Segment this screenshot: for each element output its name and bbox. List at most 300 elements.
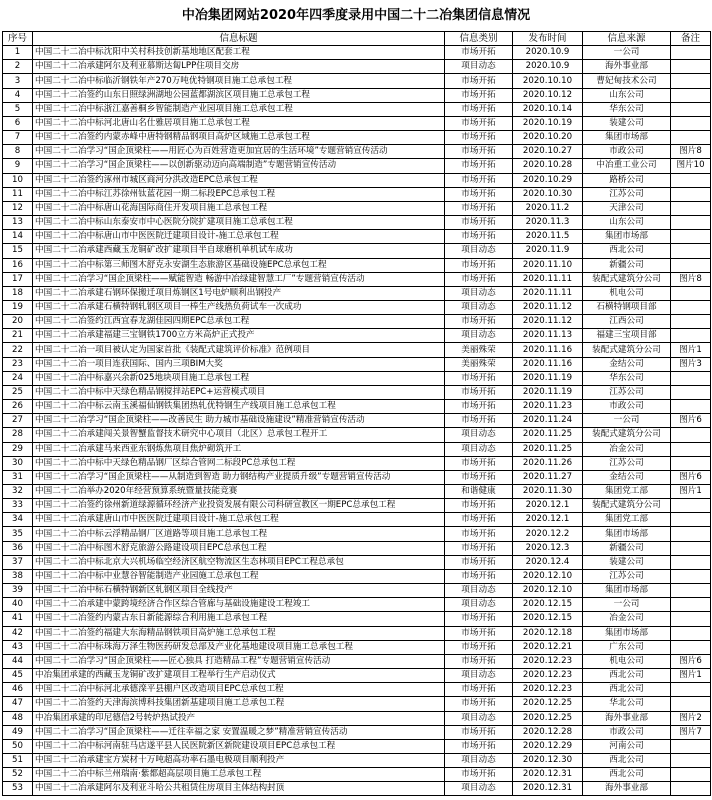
table-row [3,187,711,201]
cell-type: 市场开拓 [445,102,513,116]
cell-type: 项目动态 [445,286,513,300]
cell-date: 2020.11.24 [513,414,583,428]
cell-note [671,499,711,513]
cell-source: 机电公司 [583,286,671,300]
cell-no: 40 [3,598,33,612]
cell-no: 17 [3,272,33,286]
cell-date: 2020.12.25 [513,697,583,711]
table-row [3,230,711,244]
table-row [3,216,711,230]
table-row [3,598,711,612]
cell-no: 43 [3,640,33,654]
cell-type: 市场开拓 [445,612,513,626]
cell-note [671,555,711,569]
cell-source: 装建公司 [583,555,671,569]
cell-type: 市场开拓 [445,400,513,414]
table-row [3,739,711,753]
cell-title: 中国二十二冶一项目连获国际、国内三项BIM大奖 [33,357,445,371]
header-source: 信息来源 [583,32,671,46]
cell-date: 2020.12.4 [513,555,583,569]
cell-type: 美丽殊荣 [445,357,513,371]
cell-date: 2020.11.19 [513,385,583,399]
header-title: 信息标题 [33,32,445,46]
cell-note [671,187,711,201]
cell-title: 中国二十二冶学习“国企顶梁柱——用匠心为百姓营造更加宜居的生活环境”专题营销宣传活动 [33,145,445,159]
cell-title: 中国二十二冶承建宝方炭材十万吨超高功率石墨电极项目顺利投产 [33,753,445,767]
cell-type: 项目动态 [445,300,513,314]
cell-note [671,739,711,753]
table-row [3,300,711,314]
table-row [3,626,711,640]
cell-title: 中国二十二冶学习“国企顶梁柱——从制造到智造 助力钢结构产业提质升级”专题营销宣传活动 [33,470,445,484]
cell-source: 金结公司 [583,357,671,371]
table-row [3,768,711,782]
cell-title: 中国二十二冶中标唐山市中医医院迁建项目设计-施工总承包工程 [33,230,445,244]
cell-source: 装建公司 [583,116,671,130]
cell-type: 项目动态 [445,584,513,598]
cell-note: 图片10 [671,159,711,173]
cell-date: 2020.10.10 [513,74,583,88]
cell-source: 机电公司 [583,654,671,668]
cell-title: 中国二十二冶学习“国企顶梁柱——迁往幸福之家 安置温暖之梦”精准营销宣传活动 [33,725,445,739]
cell-title: 中国二十二冶中标第三师图木舒克永安湖生态旅游区基础设施EPC总承包工程 [33,258,445,272]
cell-title: 中国二十二冶承建唐山市中医医院迁建项目设计-施工总承包工程 [33,513,445,527]
cell-title: 中国二十二冶承建石横特钢轧钢区项目一棒生产线热负荷试车一次成功 [33,300,445,314]
cell-no: 28 [3,428,33,442]
cell-title: 中国二十二冶签约天津海滨博科技集团新基建项目施工总承包工程 [33,697,445,711]
table-row [3,88,711,102]
cell-no: 5 [3,102,33,116]
cell-type: 市场开拓 [445,683,513,697]
cell-source: 中冶重工业公司 [583,159,671,173]
cell-date: 2020.12.15 [513,598,583,612]
cell-date: 2020.11.11 [513,286,583,300]
cell-title: 中国二十二冶承建中蒙跨境经济合作区综合管廊与基础设施建设工程竣工 [33,598,445,612]
table-row [3,485,711,499]
cell-type: 市场开拓 [445,201,513,215]
table-row [3,258,711,272]
cell-note: 图片7 [671,725,711,739]
cell-title: 中国二十二冶签约内蒙赤峰中唐特钢精品钢项目高炉区域施工总承包工程 [33,131,445,145]
cell-note [671,626,711,640]
cell-date: 2020.12.23 [513,669,583,683]
cell-type: 市场开拓 [445,739,513,753]
cell-type: 项目动态 [445,669,513,683]
cell-no: 45 [3,669,33,683]
table-row [3,315,711,329]
cell-note: 图片6 [671,470,711,484]
table-row [3,428,711,442]
cell-date: 2020.12.15 [513,612,583,626]
table-row [3,470,711,484]
cell-title: 中国二十二冶承建阿尔及利亚慕斯达匐LPP住项目交房 [33,60,445,74]
table-row [3,414,711,428]
cell-source: 山东公司 [583,88,671,102]
cell-title: 中国二十二冶中标临沂钢铁年产270万吨优特钢项目施工总承包工程 [33,74,445,88]
cell-type: 项目动态 [445,244,513,258]
cell-type: 项目动态 [445,711,513,725]
cell-date: 2020.12.1 [513,499,583,513]
cell-no: 36 [3,541,33,555]
cell-source: 华东公司 [583,371,671,385]
cell-source: 天津公司 [583,201,671,215]
cell-note [671,131,711,145]
cell-date: 2020.10.19 [513,116,583,130]
cell-source: 福建三宝项目部 [583,329,671,343]
cell-no: 32 [3,485,33,499]
table-row [3,612,711,626]
table-row [3,329,711,343]
table-row [3,442,711,456]
header-row [3,32,711,46]
cell-no: 16 [3,258,33,272]
cell-no: 29 [3,442,33,456]
cell-title: 中国二十二冶中标河北唐山名仕雅居项目施工总承包工程 [33,116,445,130]
cell-date: 2020.12.31 [513,782,583,796]
cell-type: 美丽殊荣 [445,343,513,357]
cell-date: 2020.12.18 [513,626,583,640]
table-row [3,116,711,130]
cell-no: 2 [3,60,33,74]
cell-note: 图片1 [671,669,711,683]
cell-no: 42 [3,626,33,640]
cell-date: 2020.11.25 [513,442,583,456]
cell-date: 2020.12.23 [513,683,583,697]
cell-no: 46 [3,683,33,697]
cell-title: 中国二十二冶签约内蒙古东日新能源综合利用施工总承包工程 [33,612,445,626]
table-body [3,46,711,796]
cell-no: 6 [3,116,33,130]
cell-no: 7 [3,131,33,145]
cell-type: 市场开拓 [445,555,513,569]
cell-note [671,329,711,343]
cell-date: 2020.11.26 [513,456,583,470]
cell-date: 2020.11.12 [513,315,583,329]
cell-note [671,46,711,60]
cell-type: 市场开拓 [445,46,513,60]
cell-type: 市场开拓 [445,230,513,244]
cell-note [671,513,711,527]
cell-type: 和谐健康 [445,485,513,499]
cell-source: 新疆公司 [583,541,671,555]
cell-source: 市政公司 [583,725,671,739]
cell-no: 33 [3,499,33,513]
cell-no: 3 [3,74,33,88]
cell-type: 市场开拓 [445,626,513,640]
cell-date: 2020.11.11 [513,272,583,286]
cell-source: 装配式建筑分公司 [583,428,671,442]
cell-note [671,371,711,385]
table-row [3,201,711,215]
cell-source: 金结公司 [583,470,671,484]
cell-date: 2020.12.10 [513,584,583,598]
cell-source: 河南公司 [583,739,671,753]
cell-type: 市场开拓 [445,131,513,145]
cell-date: 2020.12.10 [513,569,583,583]
cell-date: 2020.12.30 [513,753,583,767]
cell-source: 海外事业部 [583,782,671,796]
cell-note [671,201,711,215]
cell-title: 中国二十二冶中标嘉兴余新025地块项目施工总承包工程 [33,371,445,385]
cell-source: 集团党工部 [583,485,671,499]
cell-source: 西北公司 [583,669,671,683]
cell-source: 一公司 [583,46,671,60]
header-type: 信息类别 [445,32,513,46]
cell-title: 中国二十二冶中标云浮精品钢厂区道路等项目施工总承包工程 [33,527,445,541]
info-table [2,31,711,796]
cell-title: 中国二十二冶承建闯关景智蟹监督技术研究中心项目（北区）总承包工程开工 [33,428,445,442]
cell-note [671,60,711,74]
table-row [3,753,711,767]
cell-title: 中冶集团承建的西藏玉龙铜矿改扩建项目工程举行生产启动仪式 [33,669,445,683]
cell-no: 37 [3,555,33,569]
cell-source: 集团市场部 [583,626,671,640]
cell-title: 中国二十二冶中标沈阳中关村科技创新基地地区配套工程 [33,46,445,60]
cell-no: 4 [3,88,33,102]
cell-title: 中国二十二冶中标中业慧谷智能制造产业园施工总承包工程 [33,569,445,583]
cell-date: 2020.10.28 [513,159,583,173]
cell-note [671,428,711,442]
table-row [3,145,711,159]
table-row [3,60,711,74]
cell-title: 中冶集团承建的印尼德信2号转炉热试投产 [33,711,445,725]
table-row [3,400,711,414]
cell-title: 中国二十二冶中标中天绿色精品钢搅拌站EPC+运营模式项目 [33,385,445,399]
cell-no: 31 [3,470,33,484]
cell-title: 中国二十二冶中标云南玉溪福仙钢铁集团热轧优特钢生产线项目施工总承包工程 [33,400,445,414]
cell-note [671,400,711,414]
cell-title: 中国二十二冶中标图木舒克旅游公路建设项目EPC总承包工程 [33,541,445,555]
cell-date: 2020.11.5 [513,230,583,244]
table-row [3,371,711,385]
cell-note [671,442,711,456]
cell-note: 图片8 [671,145,711,159]
cell-source: 山东公司 [583,216,671,230]
cell-title: 中国二十二冶承建马来西亚东钢炼焦项目焦炉砌筑开工 [33,442,445,456]
cell-date: 2020.10.9 [513,60,583,74]
cell-no: 35 [3,527,33,541]
cell-note [671,753,711,767]
cell-source: 集团市场部 [583,230,671,244]
cell-title: 中国二十二冶中标唐山花海国际商住开发项目施工总承包工程 [33,201,445,215]
cell-note [671,315,711,329]
table-row [3,640,711,654]
cell-type: 市场开拓 [445,258,513,272]
cell-note [671,116,711,130]
cell-no: 27 [3,414,33,428]
cell-title: 中国二十二冶中标山东泰安市中心医院分院扩建项目施工总承包工程 [33,216,445,230]
cell-date: 2020.11.12 [513,300,583,314]
table-row [3,513,711,527]
cell-type: 市场开拓 [445,159,513,173]
cell-source: 江苏公司 [583,569,671,583]
cell-date: 2020.12.29 [513,739,583,753]
cell-title: 中国二十二冶承建阿尔及利亚斗哈公共租赁住房项目主体结构封顶 [33,782,445,796]
cell-title: 中国二十二冶承建西藏玉龙铜矿改扩建项目半自球磨机单机试车成功 [33,244,445,258]
cell-title: 中国二十二冶签约徐州新道绿源循环经济产业投资发展有限公司科研宣教区一期EPC总承包工程 [33,499,445,513]
cell-date: 2020.11.30 [513,485,583,499]
cell-title: 中国二十二冶中标江苏徐州钛蓝花园一期二标段EPC总承包工程 [33,187,445,201]
header-date: 发布时间 [513,32,583,46]
cell-source: 西北公司 [583,753,671,767]
cell-no: 13 [3,216,33,230]
cell-type: 市场开拓 [445,541,513,555]
cell-source: 江苏公司 [583,385,671,399]
cell-no: 20 [3,315,33,329]
cell-no: 14 [3,230,33,244]
cell-source: 江西公司 [583,315,671,329]
cell-title: 中国二十二冶承建福建三宝钢铁1700立方米高炉正式投产 [33,329,445,343]
cell-no: 48 [3,711,33,725]
cell-note [671,782,711,796]
cell-type: 项目动态 [445,782,513,796]
cell-source: 一公司 [583,598,671,612]
cell-type: 市场开拓 [445,74,513,88]
table-row [3,74,711,88]
cell-date: 2020.12.3 [513,541,583,555]
cell-no: 38 [3,569,33,583]
cell-note [671,244,711,258]
table-row [3,711,711,725]
cell-source: 新疆公司 [583,258,671,272]
cell-source: 集团市场部 [583,584,671,598]
cell-note [671,612,711,626]
cell-type: 市场开拓 [445,768,513,782]
cell-type: 市场开拓 [445,116,513,130]
cell-note: 图片8 [671,272,711,286]
cell-note: 图片2 [671,711,711,725]
cell-date: 2020.11.23 [513,400,583,414]
cell-source: 路桥公司 [583,173,671,187]
cell-type: 项目动态 [445,60,513,74]
cell-note [671,258,711,272]
cell-no: 44 [3,654,33,668]
cell-title: 中国二十二冶承建石钢环保搬迁项目炼钢区1号电炉顺利出钢投产 [33,286,445,300]
cell-type: 项目动态 [445,329,513,343]
table-row [3,782,711,796]
cell-title: 中国二十二冶中标兰州瑞南·紫都超高层项目施工总承包工程 [33,768,445,782]
table-row [3,541,711,555]
cell-date: 2020.11.16 [513,343,583,357]
cell-date: 2020.11.13 [513,329,583,343]
cell-date: 2020.11.3 [513,216,583,230]
cell-type: 市场开拓 [445,725,513,739]
cell-date: 2020.11.2 [513,201,583,215]
cell-title: 中国二十二冶签约福建大东海精品钢铁项目高炉施工总承包工程 [33,626,445,640]
cell-date: 2020.11.10 [513,258,583,272]
cell-source: 海外事业部 [583,60,671,74]
cell-type: 市场开拓 [445,385,513,399]
cell-no: 9 [3,159,33,173]
cell-type: 市场开拓 [445,654,513,668]
cell-note [671,683,711,697]
cell-note [671,216,711,230]
cell-type: 市场开拓 [445,414,513,428]
cell-source: 冶金公司 [583,442,671,456]
cell-source: 市政公司 [583,400,671,414]
cell-title: 中国二十二冶中标中天绿色精品钢厂区综合管网二标段PC总承包工程 [33,456,445,470]
cell-type: 项目动态 [445,753,513,767]
cell-title: 中国二十二冶学习“国企顶梁柱——改善民生 助力城市基础设施建设”精准营销宣传活动 [33,414,445,428]
cell-no: 34 [3,513,33,527]
cell-date: 2020.11.27 [513,470,583,484]
table-row [3,725,711,739]
cell-source: 集团市场部 [583,527,671,541]
table-row [3,286,711,300]
cell-date: 2020.12.23 [513,654,583,668]
cell-date: 2020.12.2 [513,527,583,541]
table-row [3,244,711,258]
cell-note: 图片6 [671,414,711,428]
cell-type: 市场开拓 [445,173,513,187]
cell-no: 12 [3,201,33,215]
cell-no: 50 [3,739,33,753]
cell-date: 2020.11.25 [513,428,583,442]
cell-date: 2020.12.1 [513,513,583,527]
cell-date: 2020.10.29 [513,173,583,187]
cell-note: 图片6 [671,654,711,668]
cell-no: 26 [3,400,33,414]
table-row [3,654,711,668]
cell-source: 江苏公司 [583,456,671,470]
cell-note [671,598,711,612]
cell-title: 中国二十二冶中标北京大兴机场临空经济区航空物流区生态林项目EPC工程总承包 [33,555,445,569]
cell-type: 市场开拓 [445,640,513,654]
cell-no: 10 [3,173,33,187]
cell-title: 中国二十二冶学习“国企顶梁柱——匠心独具 打造精品工程”专题营销宣传活动 [33,654,445,668]
cell-date: 2020.11.16 [513,357,583,371]
table-row [3,683,711,697]
cell-title: 中国二十二冶学习“国企顶梁柱——赋能智造 畅游中冶绿建智慧工厂”专题营销宣传活动 [33,272,445,286]
cell-type: 市场开拓 [445,216,513,230]
table-row [3,357,711,371]
cell-source: 海外事业部 [583,711,671,725]
cell-no: 30 [3,456,33,470]
header-note: 备注 [671,32,711,46]
cell-note [671,385,711,399]
cell-note [671,541,711,555]
cell-source: 西北公司 [583,768,671,782]
cell-type: 市场开拓 [445,527,513,541]
cell-type: 市场开拓 [445,88,513,102]
table-row [3,343,711,357]
cell-no: 49 [3,725,33,739]
table-row [3,669,711,683]
cell-date: 2020.11.19 [513,371,583,385]
cell-note [671,286,711,300]
cell-source: 西北公司 [583,244,671,258]
cell-note [671,88,711,102]
cell-source: 装配式建筑分公司 [583,343,671,357]
cell-date: 2020.11.9 [513,244,583,258]
cell-no: 11 [3,187,33,201]
table-row [3,499,711,513]
cell-date: 2020.12.31 [513,768,583,782]
cell-no: 22 [3,343,33,357]
cell-type: 市场开拓 [445,145,513,159]
table-row [3,131,711,145]
cell-source: 冶金公司 [583,612,671,626]
cell-date: 2020.10.30 [513,187,583,201]
cell-source: 集团市场部 [583,131,671,145]
cell-title: 中国二十二冶举办2020年经营预算系统暨量技能竞赛 [33,485,445,499]
cell-title: 中国二十二冶中标石横特钢新区轧钢区项目全线投产 [33,584,445,598]
cell-note [671,527,711,541]
cell-note: 图片3 [671,357,711,371]
cell-source: 华东公司 [583,102,671,116]
cell-note [671,640,711,654]
cell-no: 15 [3,244,33,258]
